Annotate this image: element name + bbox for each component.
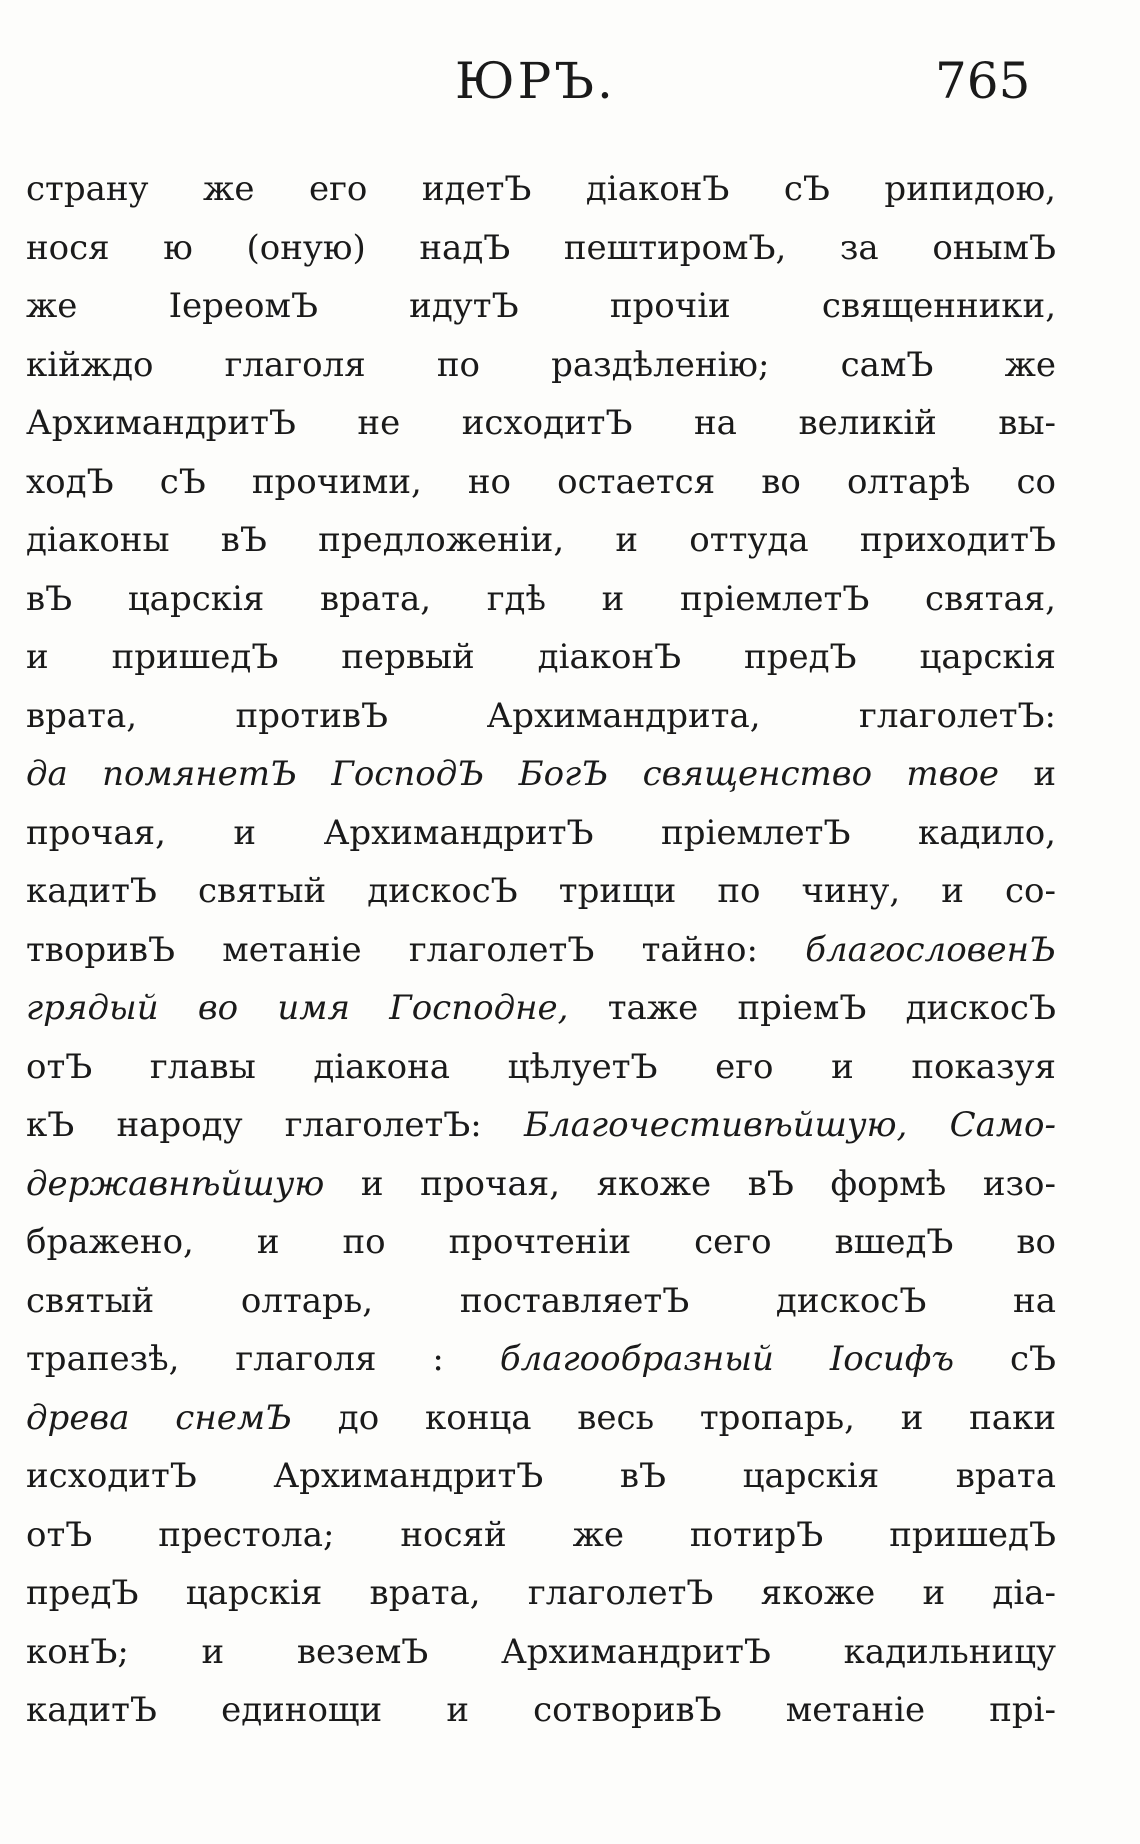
text-line	[26, 1038, 1056, 1097]
text-segment: и	[999, 754, 1056, 794]
text-line	[26, 1213, 1056, 1272]
text-line	[26, 219, 1056, 278]
text-segment: исходитЪ АрхимандритЪ вЪ царскія врата	[26, 1456, 1056, 1496]
text-line	[26, 570, 1056, 629]
text-line	[26, 453, 1056, 512]
text-segment: до конца весь тропарь, и паки	[292, 1397, 1056, 1438]
text-line	[26, 1447, 1056, 1506]
text-segment: и прочая, якоже вЪ формѣ изо-	[324, 1163, 1056, 1204]
text-line	[26, 394, 1056, 453]
text-segment: предЪ царскія врата, глаголетЪ якоже и діа-	[26, 1573, 1056, 1613]
text-segment: отЪ престола; носяй же потирЪ пришедЪ	[26, 1514, 1056, 1555]
text-line	[26, 277, 1056, 336]
italic-segment: державнѣйшую	[26, 1163, 325, 1204]
text-line	[26, 1389, 1056, 1448]
text-segment: ходЪ сЪ прочими, но остается во олтарѣ со	[26, 461, 1056, 502]
page-number: 765	[935, 52, 1031, 110]
text-line	[26, 1623, 1056, 1682]
text-segment: сЪ	[954, 1339, 1056, 1379]
text-segment: трапезѣ, глаголя :	[26, 1339, 500, 1379]
text-segment: прочая, и АрхимандритЪ пріемлетЪ кадило,	[26, 812, 1056, 853]
text-segment: АрхимандритЪ не исходитЪ на великій вы-	[26, 403, 1056, 443]
text-line	[26, 1155, 1056, 1214]
text-line	[26, 511, 1056, 570]
text-line	[26, 804, 1056, 863]
body-text	[26, 160, 1056, 1740]
text-line	[26, 1681, 1056, 1740]
text-segment: врата, противЪ Архимандрита, глаголетЪ:	[26, 695, 1056, 736]
text-segment: кійждо глаголя по раздѣленію; самЪ же	[26, 344, 1056, 385]
text-segment: отЪ главы діакона цѣлуетЪ его и показуя	[26, 1046, 1056, 1087]
running-head	[0, 52, 1140, 112]
text-segment: нося ю (оную) надЪ пештиромЪ, за онымЪ	[26, 227, 1056, 268]
text-line	[26, 1096, 1056, 1155]
italic-segment: Благочестивѣйшую, Само-	[523, 1105, 1056, 1145]
italic-segment: грядый во имя Господне,	[26, 988, 569, 1028]
text-line	[26, 160, 1056, 219]
text-segment: таже пріемЪ дискосЪ	[568, 988, 1056, 1028]
text-segment: вЪ царскія врата, гдѣ и пріемлетЪ святая,	[26, 578, 1056, 619]
text-line	[26, 628, 1056, 687]
text-line	[26, 1330, 1056, 1389]
text-line	[26, 687, 1056, 746]
text-line	[26, 862, 1056, 921]
text-segment: святый олтарь, поставляетЪ дискосЪ на	[26, 1280, 1056, 1321]
text-segment: страну же его идетЪ діаконЪ сЪ рипидою,	[26, 169, 1056, 209]
text-segment: бражено, и по прочтеніи сего вшедЪ во	[26, 1222, 1056, 1262]
text-segment: кадитЪ святый дискосЪ трищи по чину, и со-	[26, 871, 1056, 911]
text-segment: кадитЪ единощи и сотворивЪ метаніе прі-	[26, 1690, 1056, 1730]
text-line	[26, 336, 1056, 395]
italic-segment: благословенЪ	[805, 929, 1056, 970]
italic-segment: благообразный Іосифъ	[499, 1339, 954, 1379]
text-line	[26, 745, 1056, 804]
italic-segment: да помянетЪ ГосподЪ БогЪ священство твое	[26, 754, 999, 794]
text-segment: кЪ народу глаголетЪ:	[26, 1105, 524, 1145]
running-title: ЮРЪ.	[455, 52, 616, 110]
text-line	[26, 979, 1056, 1038]
text-segment: творивЪ метаніе глаголетЪ тайно:	[26, 929, 806, 970]
text-segment: же ІереомЪ идутЪ прочіи священники,	[26, 286, 1056, 326]
text-segment: и пришедЪ первый діаконЪ предЪ царскія	[26, 637, 1056, 677]
text-segment: конЪ; и веземЪ АрхимандритЪ кадильницу	[26, 1631, 1056, 1672]
italic-segment: древа снемЪ	[26, 1397, 293, 1438]
text-line	[26, 921, 1056, 980]
text-segment: діаконы вЪ предложеніи, и оттуда приходитЪ	[26, 520, 1056, 560]
text-line	[26, 1272, 1056, 1331]
text-line	[26, 1564, 1056, 1623]
text-line	[26, 1506, 1056, 1565]
